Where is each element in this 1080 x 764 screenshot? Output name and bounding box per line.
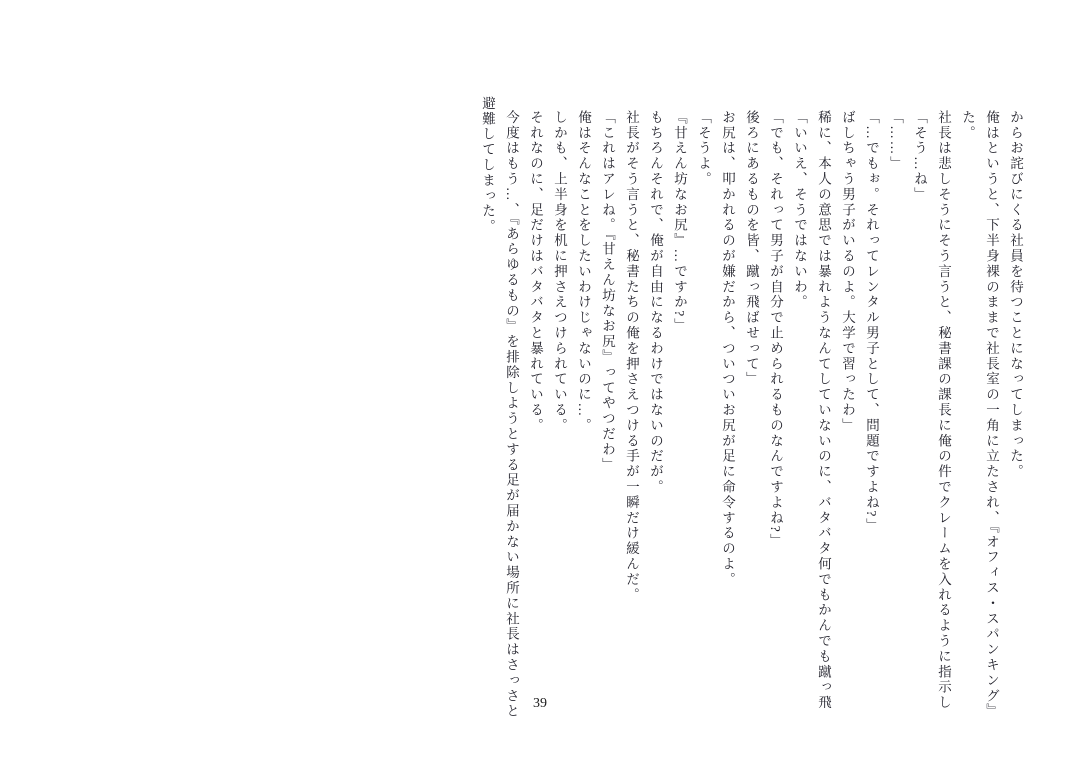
text-line: 後ろにあるものを皆、蹴っ飛ばせって」	[744, 110, 759, 388]
text-line: 「……」	[888, 110, 903, 172]
text-line: 「でも、それって男子が自分で止められるものなんですよね?」	[768, 110, 783, 550]
text-line: 「そう…ね」	[912, 110, 927, 203]
text-line: しかも、上半身を机に押さえつけられている。	[552, 110, 567, 434]
text-line: 俺はそんなことをしたいわけじゃないのに…。	[576, 110, 591, 434]
text-line: からお詫びにくる社員を待つことになってしまった。	[1008, 110, 1023, 480]
text-line: 稀に、本人の意思では暴れようなんてしていないのに、バタバタ何でもかんでも蹴っ飛	[816, 110, 831, 711]
page-number: 39	[533, 696, 547, 711]
text-line: 避難してしまった。	[480, 96, 495, 235]
text-line: 社長がそう言うと、秘書たちの俺を押さえつける手が一瞬だけ緩んだ。	[624, 110, 639, 603]
text-line: 『甘えん坊なお尻』…ですか?」	[672, 110, 687, 334]
text-line: 「そうよ。	[696, 110, 711, 187]
text-line: 「いいえ、そうではないわ。	[792, 110, 807, 311]
text-line: 俺はというと、下半身裸のままで社長室の一角に立たされ、『オフィス・スパンキング』	[984, 110, 999, 720]
text-line: 今度はもう…、『あらゆるもの』を排除しようとする足が届かない場所に社長はさっさと	[504, 110, 519, 720]
text-line: 社長は悲しそうにそう言うと、秘書課の課長に俺の件でクレームを入れるように指示し	[936, 110, 951, 711]
text-line: 「…でもぉ。それってレンタル男子として、問題ですよね?」	[864, 110, 879, 534]
text-line: お尻は、叩かれるのが嫌だから、ついついお尻が足に命令するのよ。	[720, 110, 735, 588]
text-line: 「これはアレね。『甘えん坊なお尻』ってやつだわ」	[600, 110, 615, 473]
text-line: もちろんそれで、俺が自由になるわけではないのだが。	[648, 110, 663, 495]
text-line: ばしちゃう男子がいるのよ。大学で習ったわ」	[840, 110, 855, 434]
text-line: それなのに、足だけはバタバタと暴れている。	[528, 110, 543, 434]
text-line: た。	[960, 110, 975, 141]
